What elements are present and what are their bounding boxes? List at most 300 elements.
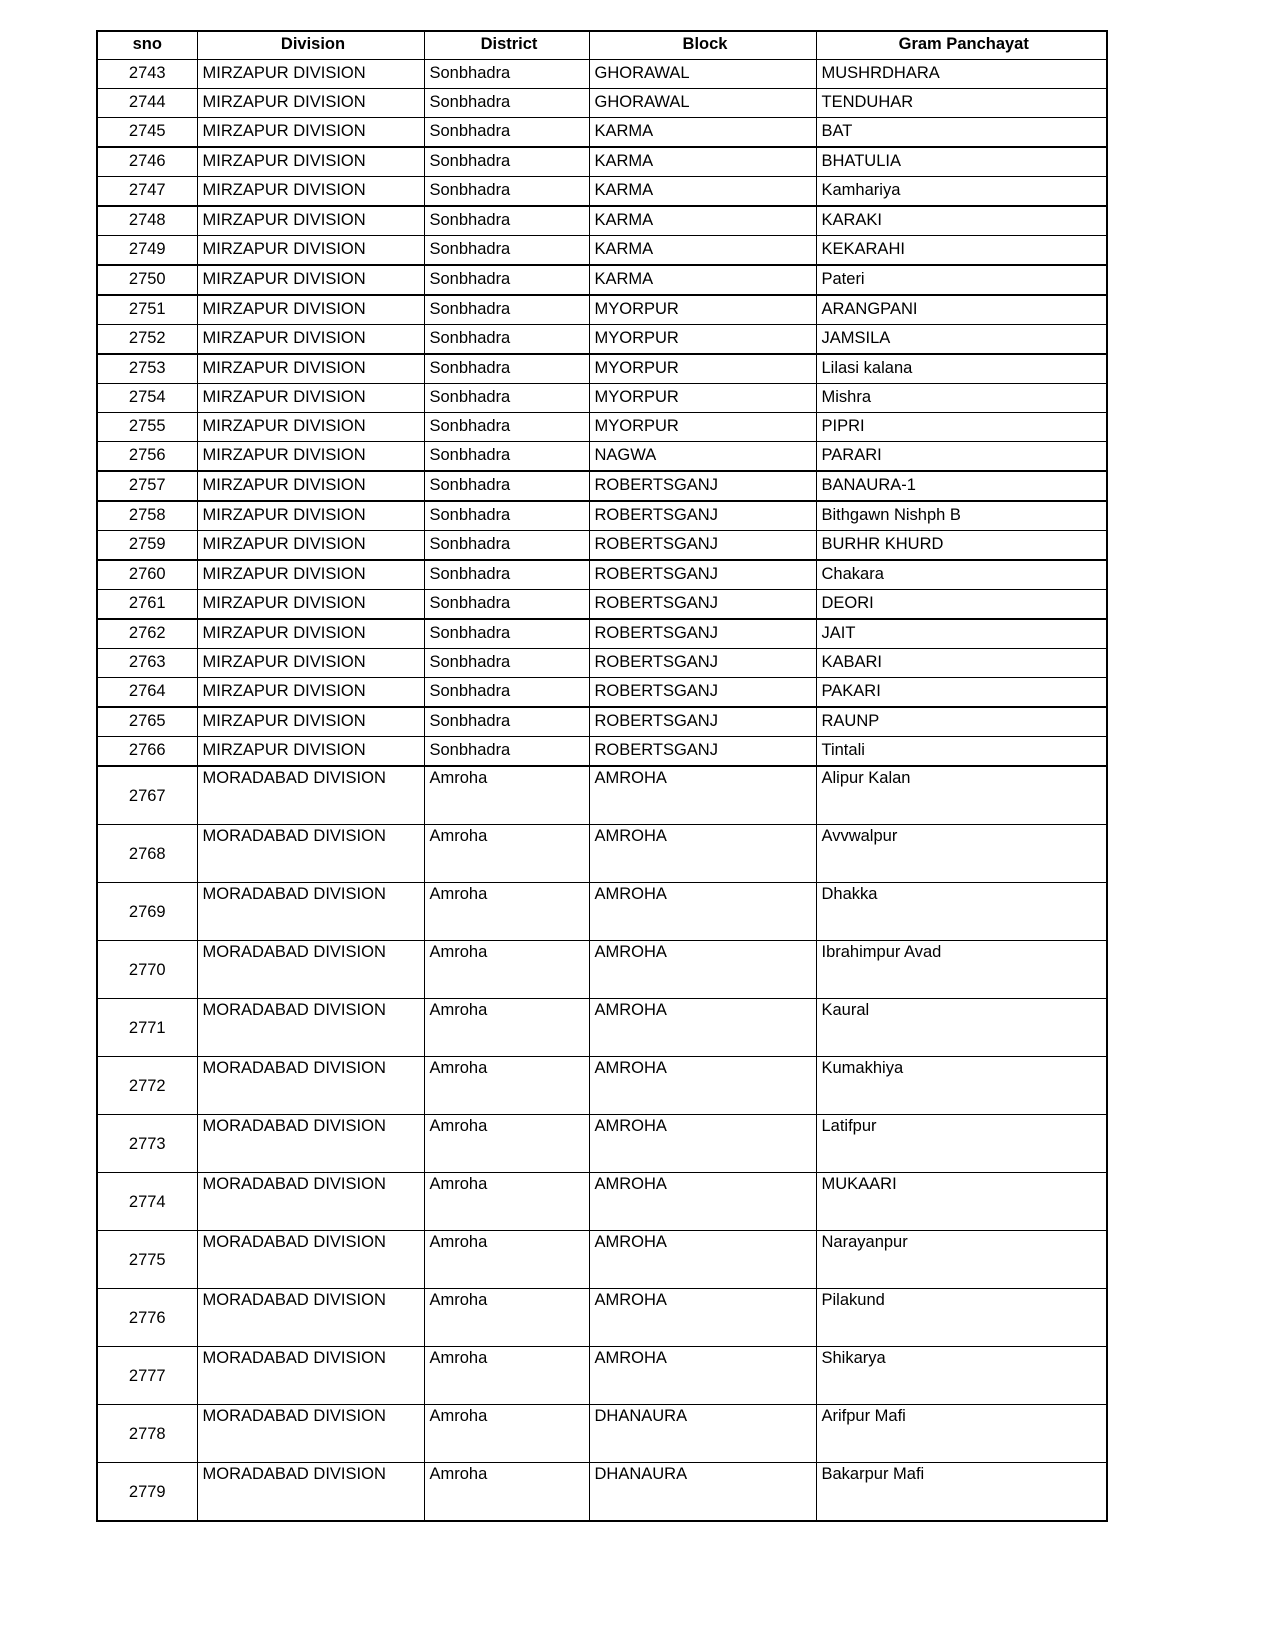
cell-district bbox=[424, 883, 589, 941]
cell-sno bbox=[97, 1405, 197, 1463]
cell-division-text: MIRZAPUR DIVISION bbox=[202, 624, 366, 642]
cell-sno bbox=[97, 60, 197, 89]
table-header-row bbox=[97, 31, 1107, 60]
table-row bbox=[97, 118, 1107, 148]
cell-district bbox=[424, 619, 589, 649]
cell-block bbox=[589, 1057, 816, 1115]
cell-district bbox=[424, 1347, 589, 1405]
cell-district-text: Amroha bbox=[429, 1059, 488, 1077]
table-row bbox=[97, 1231, 1107, 1289]
cell-block-text: GHORAWAL bbox=[594, 64, 690, 82]
cell-division-text: MORADABAD DIVISION bbox=[202, 1291, 386, 1309]
cell-sno-text: 2770 bbox=[128, 961, 166, 979]
cell-sno-text: 2772 bbox=[128, 1077, 166, 1095]
cell-sno bbox=[97, 1057, 197, 1115]
cell-sno bbox=[97, 941, 197, 999]
cell-division-text: MIRZAPUR DIVISION bbox=[202, 417, 366, 435]
cell-sno-text: 2755 bbox=[128, 417, 166, 435]
cell-gram-panchayat bbox=[816, 442, 1107, 472]
cell-sno-text: 2778 bbox=[128, 1425, 166, 1443]
cell-division bbox=[197, 413, 424, 442]
cell-district-text: Amroha bbox=[429, 885, 488, 903]
cell-block bbox=[589, 60, 816, 89]
table-row bbox=[97, 1057, 1107, 1115]
cell-gram-panchayat-text: BANAURA-1 bbox=[821, 476, 916, 494]
cell-division bbox=[197, 941, 424, 999]
cell-gram-panchayat-text: TENDUHAR bbox=[821, 93, 914, 111]
cell-district-text: Amroha bbox=[429, 1117, 488, 1135]
cell-block bbox=[589, 1463, 816, 1522]
cell-sno-text: 2751 bbox=[128, 300, 166, 318]
cell-division-text: MIRZAPUR DIVISION bbox=[202, 240, 366, 258]
cell-district-text: Sonbhadra bbox=[429, 417, 511, 435]
cell-division bbox=[197, 825, 424, 883]
cell-division bbox=[197, 999, 424, 1057]
column-header-block-label: Block bbox=[682, 35, 728, 53]
cell-gram-panchayat bbox=[816, 590, 1107, 620]
cell-sno bbox=[97, 1289, 197, 1347]
cell-block bbox=[589, 737, 816, 767]
cell-block bbox=[589, 265, 816, 295]
cell-district bbox=[424, 295, 589, 325]
cell-division-text: MIRZAPUR DIVISION bbox=[202, 594, 366, 612]
cell-block-text: ROBERTSGANJ bbox=[594, 624, 718, 642]
cell-district bbox=[424, 590, 589, 620]
cell-block-text: ROBERTSGANJ bbox=[594, 565, 718, 583]
cell-gram-panchayat bbox=[816, 236, 1107, 266]
column-header-division-label: Division bbox=[280, 35, 346, 53]
column-header-block bbox=[589, 31, 816, 60]
cell-division-text: MIRZAPUR DIVISION bbox=[202, 476, 366, 494]
cell-district bbox=[424, 354, 589, 384]
cell-sno bbox=[97, 649, 197, 678]
cell-division bbox=[197, 531, 424, 561]
table-row bbox=[97, 442, 1107, 472]
cell-district bbox=[424, 1289, 589, 1347]
cell-sno bbox=[97, 501, 197, 531]
cell-division bbox=[197, 206, 424, 236]
cell-sno bbox=[97, 560, 197, 590]
cell-block bbox=[589, 883, 816, 941]
table-row bbox=[97, 295, 1107, 325]
cell-gram-panchayat bbox=[816, 1463, 1107, 1522]
cell-sno-text: 2758 bbox=[128, 506, 166, 524]
cell-district bbox=[424, 206, 589, 236]
column-header-division bbox=[197, 31, 424, 60]
cell-division-text: MORADABAD DIVISION bbox=[202, 1117, 386, 1135]
cell-block-text: MYORPUR bbox=[594, 329, 679, 347]
cell-district-text: Amroha bbox=[429, 1291, 488, 1309]
cell-division-text: MIRZAPUR DIVISION bbox=[202, 152, 366, 170]
cell-block bbox=[589, 413, 816, 442]
cell-gram-panchayat-text: Lilasi kalana bbox=[821, 359, 913, 377]
cell-gram-panchayat-text: DEORI bbox=[821, 594, 874, 612]
cell-sno bbox=[97, 89, 197, 118]
cell-division-text: MORADABAD DIVISION bbox=[202, 1465, 386, 1483]
cell-sno-text: 2767 bbox=[128, 787, 166, 805]
cell-block bbox=[589, 1173, 816, 1231]
cell-district-text: Sonbhadra bbox=[429, 653, 511, 671]
cell-block-text: ROBERTSGANJ bbox=[594, 712, 718, 730]
table-row bbox=[97, 678, 1107, 708]
table-row bbox=[97, 236, 1107, 266]
cell-gram-panchayat bbox=[816, 1289, 1107, 1347]
cell-sno bbox=[97, 413, 197, 442]
cell-block bbox=[589, 89, 816, 118]
cell-gram-panchayat bbox=[816, 354, 1107, 384]
cell-district bbox=[424, 678, 589, 708]
cell-block bbox=[589, 707, 816, 737]
cell-gram-panchayat bbox=[816, 619, 1107, 649]
cell-district bbox=[424, 737, 589, 767]
cell-district bbox=[424, 999, 589, 1057]
table-row bbox=[97, 1289, 1107, 1347]
cell-district-text: Amroha bbox=[429, 1465, 488, 1483]
cell-district bbox=[424, 766, 589, 825]
cell-division-text: MIRZAPUR DIVISION bbox=[202, 270, 366, 288]
cell-district-text: Sonbhadra bbox=[429, 741, 511, 759]
cell-district bbox=[424, 1057, 589, 1115]
cell-division bbox=[197, 1289, 424, 1347]
table-row bbox=[97, 354, 1107, 384]
cell-sno-text: 2756 bbox=[128, 446, 166, 464]
cell-district-text: Amroha bbox=[429, 769, 488, 787]
cell-sno-text: 2748 bbox=[128, 211, 166, 229]
table-row bbox=[97, 766, 1107, 825]
cell-sno-text: 2779 bbox=[128, 1483, 166, 1501]
cell-district bbox=[424, 147, 589, 177]
cell-block-text: AMROHA bbox=[594, 1059, 667, 1077]
cell-gram-panchayat bbox=[816, 325, 1107, 355]
table-row bbox=[97, 177, 1107, 207]
cell-block bbox=[589, 501, 816, 531]
cell-sno bbox=[97, 471, 197, 501]
cell-division bbox=[197, 560, 424, 590]
cell-district-text: Sonbhadra bbox=[429, 624, 511, 642]
cell-block bbox=[589, 295, 816, 325]
cell-sno bbox=[97, 354, 197, 384]
cell-gram-panchayat-text: PARARI bbox=[821, 446, 882, 464]
cell-division bbox=[197, 60, 424, 89]
cell-block bbox=[589, 236, 816, 266]
cell-division-text: MIRZAPUR DIVISION bbox=[202, 565, 366, 583]
cell-sno-text: 2747 bbox=[128, 181, 166, 199]
cell-district bbox=[424, 265, 589, 295]
table-row bbox=[97, 501, 1107, 531]
cell-sno bbox=[97, 325, 197, 355]
cell-block-text: AMROHA bbox=[594, 943, 667, 961]
cell-sno bbox=[97, 883, 197, 941]
cell-block bbox=[589, 471, 816, 501]
table-row bbox=[97, 999, 1107, 1057]
cell-block bbox=[589, 206, 816, 236]
cell-block bbox=[589, 941, 816, 999]
cell-sno-text: 2746 bbox=[128, 152, 166, 170]
cell-gram-panchayat bbox=[816, 471, 1107, 501]
cell-division-text: MIRZAPUR DIVISION bbox=[202, 535, 366, 553]
document-page bbox=[96, 30, 1106, 1522]
cell-division-text: MORADABAD DIVISION bbox=[202, 943, 386, 961]
cell-gram-panchayat bbox=[816, 560, 1107, 590]
cell-division bbox=[197, 89, 424, 118]
cell-block bbox=[589, 1231, 816, 1289]
cell-division bbox=[197, 325, 424, 355]
table-row bbox=[97, 413, 1107, 442]
cell-block bbox=[589, 560, 816, 590]
cell-district-text: Sonbhadra bbox=[429, 270, 511, 288]
table-row bbox=[97, 60, 1107, 89]
table-row bbox=[97, 941, 1107, 999]
cell-gram-panchayat-text: Ibrahimpur Avad bbox=[821, 943, 942, 961]
table-row bbox=[97, 265, 1107, 295]
table-body bbox=[97, 60, 1107, 1522]
cell-division bbox=[197, 590, 424, 620]
cell-sno bbox=[97, 442, 197, 472]
cell-gram-panchayat-text: RAUNP bbox=[821, 712, 880, 730]
cell-division-text: MORADABAD DIVISION bbox=[202, 827, 386, 845]
cell-district bbox=[424, 1115, 589, 1173]
cell-district-text: Sonbhadra bbox=[429, 712, 511, 730]
cell-district-text: Amroha bbox=[429, 1175, 488, 1193]
cell-division bbox=[197, 1115, 424, 1173]
cell-sno-text: 2773 bbox=[128, 1135, 166, 1153]
cell-sno bbox=[97, 531, 197, 561]
cell-block-text: KARMA bbox=[594, 181, 654, 199]
table-row bbox=[97, 737, 1107, 767]
cell-sno-text: 2750 bbox=[128, 270, 166, 288]
cell-sno bbox=[97, 678, 197, 708]
table-row bbox=[97, 825, 1107, 883]
cell-block bbox=[589, 531, 816, 561]
cell-block-text: KARMA bbox=[594, 270, 654, 288]
cell-gram-panchayat-text: MUSHRDHARA bbox=[821, 64, 940, 82]
cell-gram-panchayat bbox=[816, 531, 1107, 561]
table-header bbox=[97, 31, 1107, 60]
cell-division-text: MIRZAPUR DIVISION bbox=[202, 181, 366, 199]
cell-division bbox=[197, 737, 424, 767]
cell-sno bbox=[97, 1347, 197, 1405]
cell-gram-panchayat-text: KABARI bbox=[821, 653, 883, 671]
cell-gram-panchayat-text: PAKARI bbox=[821, 682, 881, 700]
cell-sno bbox=[97, 206, 197, 236]
cell-gram-panchayat bbox=[816, 147, 1107, 177]
cell-district-text: Sonbhadra bbox=[429, 329, 511, 347]
cell-gram-panchayat bbox=[816, 384, 1107, 413]
cell-block-text: ROBERTSGANJ bbox=[594, 653, 718, 671]
table-row bbox=[97, 707, 1107, 737]
cell-district bbox=[424, 118, 589, 148]
cell-division-text: MIRZAPUR DIVISION bbox=[202, 300, 366, 318]
cell-gram-panchayat-text: KARAKI bbox=[821, 211, 883, 229]
cell-district-text: Sonbhadra bbox=[429, 152, 511, 170]
cell-gram-panchayat-text: BURHR KHURD bbox=[821, 535, 944, 553]
cell-district-text: Sonbhadra bbox=[429, 682, 511, 700]
cell-gram-panchayat bbox=[816, 1231, 1107, 1289]
cell-division-text: MORADABAD DIVISION bbox=[202, 1407, 386, 1425]
cell-block-text: AMROHA bbox=[594, 1001, 667, 1019]
cell-block bbox=[589, 999, 816, 1057]
cell-division-text: MIRZAPUR DIVISION bbox=[202, 712, 366, 730]
cell-gram-panchayat-text: KEKARAHI bbox=[821, 240, 905, 258]
cell-district-text: Amroha bbox=[429, 827, 488, 845]
cell-division-text: MORADABAD DIVISION bbox=[202, 885, 386, 903]
cell-division bbox=[197, 1463, 424, 1522]
cell-division bbox=[197, 147, 424, 177]
cell-gram-panchayat bbox=[816, 60, 1107, 89]
cell-sno-text: 2754 bbox=[128, 388, 166, 406]
cell-sno bbox=[97, 295, 197, 325]
cell-block-text: GHORAWAL bbox=[594, 93, 690, 111]
cell-block bbox=[589, 354, 816, 384]
cell-gram-panchayat-text: Alipur Kalan bbox=[821, 769, 911, 787]
cell-division-text: MIRZAPUR DIVISION bbox=[202, 122, 366, 140]
cell-gram-panchayat-text: Kumakhiya bbox=[821, 1059, 904, 1077]
cell-district-text: Sonbhadra bbox=[429, 240, 511, 258]
cell-district bbox=[424, 531, 589, 561]
cell-gram-panchayat-text: Narayanpur bbox=[821, 1233, 908, 1251]
cell-gram-panchayat bbox=[816, 1405, 1107, 1463]
cell-gram-panchayat-text: BHATULIA bbox=[821, 152, 901, 170]
cell-district bbox=[424, 325, 589, 355]
cell-division-text: MORADABAD DIVISION bbox=[202, 1349, 386, 1367]
cell-district bbox=[424, 707, 589, 737]
cell-block-text: AMROHA bbox=[594, 1233, 667, 1251]
cell-division-text: MIRZAPUR DIVISION bbox=[202, 211, 366, 229]
cell-block bbox=[589, 442, 816, 472]
cell-block bbox=[589, 825, 816, 883]
cell-division-text: MORADABAD DIVISION bbox=[202, 769, 386, 787]
table-row bbox=[97, 883, 1107, 941]
cell-gram-panchayat bbox=[816, 678, 1107, 708]
cell-block-text: MYORPUR bbox=[594, 359, 679, 377]
cell-gram-panchayat bbox=[816, 1173, 1107, 1231]
cell-block-text: AMROHA bbox=[594, 1291, 667, 1309]
table-row bbox=[97, 325, 1107, 355]
cell-gram-panchayat bbox=[816, 413, 1107, 442]
cell-gram-panchayat bbox=[816, 766, 1107, 825]
cell-division bbox=[197, 501, 424, 531]
cell-block-text: AMROHA bbox=[594, 1117, 667, 1135]
cell-gram-panchayat bbox=[816, 707, 1107, 737]
cell-sno bbox=[97, 177, 197, 207]
cell-district-text: Amroha bbox=[429, 1001, 488, 1019]
cell-gram-panchayat-text: Kaural bbox=[821, 1001, 870, 1019]
cell-block bbox=[589, 1289, 816, 1347]
cell-division-text: MIRZAPUR DIVISION bbox=[202, 446, 366, 464]
cell-gram-panchayat-text: Chakara bbox=[821, 565, 884, 583]
cell-sno-text: 2757 bbox=[128, 476, 166, 494]
cell-gram-panchayat-text: Arifpur Mafi bbox=[821, 1407, 906, 1425]
table-row bbox=[97, 1115, 1107, 1173]
cell-block-text: MYORPUR bbox=[594, 388, 679, 406]
cell-block-text: ROBERTSGANJ bbox=[594, 535, 718, 553]
cell-block bbox=[589, 384, 816, 413]
cell-sno bbox=[97, 707, 197, 737]
cell-block bbox=[589, 325, 816, 355]
table-row bbox=[97, 1173, 1107, 1231]
cell-district-text: Amroha bbox=[429, 1233, 488, 1251]
cell-block-text: DHANAURA bbox=[594, 1465, 688, 1483]
cell-gram-panchayat bbox=[816, 825, 1107, 883]
cell-gram-panchayat bbox=[816, 1057, 1107, 1115]
cell-district bbox=[424, 825, 589, 883]
cell-sno-text: 2753 bbox=[128, 359, 166, 377]
column-header-gram-panchayat-label: Gram Panchayat bbox=[898, 35, 1029, 53]
cell-district bbox=[424, 1463, 589, 1522]
cell-division bbox=[197, 265, 424, 295]
cell-block bbox=[589, 1115, 816, 1173]
cell-division bbox=[197, 766, 424, 825]
cell-division-text: MIRZAPUR DIVISION bbox=[202, 741, 366, 759]
cell-division bbox=[197, 1057, 424, 1115]
cell-gram-panchayat bbox=[816, 999, 1107, 1057]
cell-district bbox=[424, 413, 589, 442]
cell-sno-text: 2774 bbox=[128, 1193, 166, 1211]
cell-district-text: Sonbhadra bbox=[429, 506, 511, 524]
cell-sno bbox=[97, 1173, 197, 1231]
cell-district bbox=[424, 1405, 589, 1463]
cell-block-text: AMROHA bbox=[594, 769, 667, 787]
cell-gram-panchayat bbox=[816, 649, 1107, 678]
gram-panchayat-table bbox=[96, 30, 1108, 1522]
cell-district bbox=[424, 442, 589, 472]
cell-sno bbox=[97, 118, 197, 148]
cell-division bbox=[197, 442, 424, 472]
cell-block bbox=[589, 1405, 816, 1463]
cell-district bbox=[424, 1231, 589, 1289]
cell-sno-text: 2764 bbox=[128, 682, 166, 700]
cell-gram-panchayat-text: Pateri bbox=[821, 270, 865, 288]
cell-sno-text: 2745 bbox=[128, 122, 166, 140]
cell-block-text: ROBERTSGANJ bbox=[594, 506, 718, 524]
cell-division bbox=[197, 384, 424, 413]
cell-district bbox=[424, 471, 589, 501]
cell-district bbox=[424, 60, 589, 89]
table-row bbox=[97, 560, 1107, 590]
cell-division-text: MIRZAPUR DIVISION bbox=[202, 64, 366, 82]
cell-gram-panchayat bbox=[816, 177, 1107, 207]
cell-sno bbox=[97, 1463, 197, 1522]
cell-division bbox=[197, 471, 424, 501]
cell-gram-panchayat bbox=[816, 883, 1107, 941]
cell-division-text: MIRZAPUR DIVISION bbox=[202, 93, 366, 111]
cell-district-text: Sonbhadra bbox=[429, 122, 511, 140]
cell-division bbox=[197, 118, 424, 148]
cell-block-text: KARMA bbox=[594, 240, 654, 258]
cell-sno bbox=[97, 1115, 197, 1173]
cell-sno-text: 2768 bbox=[128, 845, 166, 863]
cell-block-text: MYORPUR bbox=[594, 417, 679, 435]
cell-block-text: ROBERTSGANJ bbox=[594, 682, 718, 700]
cell-block-text: KARMA bbox=[594, 211, 654, 229]
cell-gram-panchayat bbox=[816, 295, 1107, 325]
cell-gram-panchayat-text: Pilakund bbox=[821, 1291, 885, 1309]
cell-division-text: MIRZAPUR DIVISION bbox=[202, 506, 366, 524]
cell-sno bbox=[97, 619, 197, 649]
cell-sno-text: 2749 bbox=[128, 240, 166, 258]
cell-district bbox=[424, 941, 589, 999]
cell-division bbox=[197, 619, 424, 649]
cell-block-text: ROBERTSGANJ bbox=[594, 741, 718, 759]
cell-block-text: ROBERTSGANJ bbox=[594, 476, 718, 494]
cell-block-text: AMROHA bbox=[594, 885, 667, 903]
cell-district bbox=[424, 236, 589, 266]
cell-division-text: MIRZAPUR DIVISION bbox=[202, 329, 366, 347]
cell-gram-panchayat-text: Shikarya bbox=[821, 1349, 886, 1367]
cell-block-text: KARMA bbox=[594, 152, 654, 170]
cell-sno-text: 2760 bbox=[128, 565, 166, 583]
cell-gram-panchayat bbox=[816, 89, 1107, 118]
